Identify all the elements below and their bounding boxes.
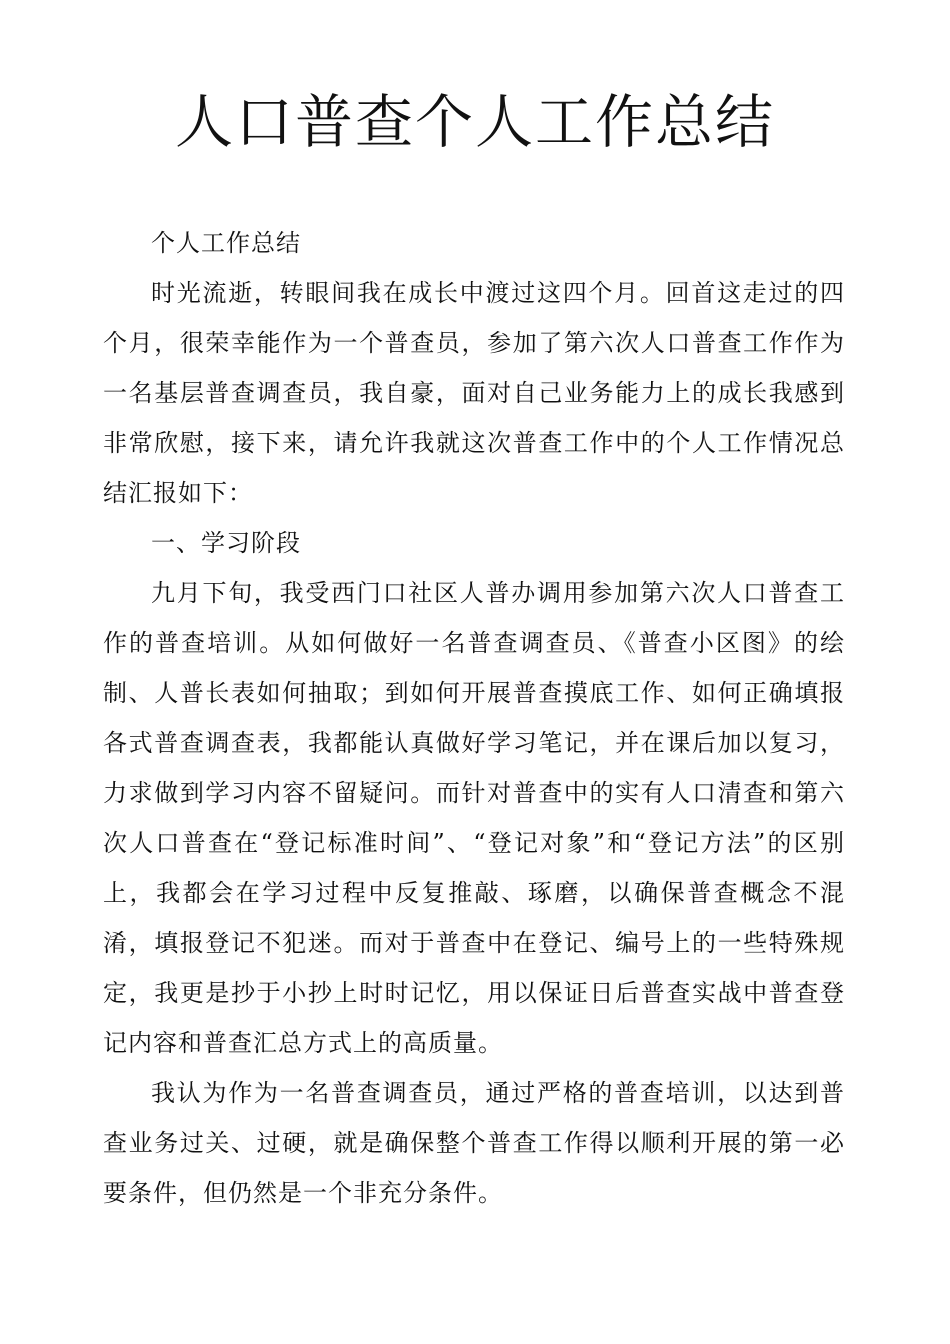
document-title: 人口普查个人工作总结 bbox=[174, 88, 775, 156]
paragraph-study-details: 九月下旬，我受西门口社区人普办调用参加第六次人口普查工作的普查培训。从如何做好一名普查调查员、《普查小区图》的绘制、人普长表如何抽取；到如何开展普查摸底工作、如何正确填报各式普查调查表，我都能认真做好学习笔记，并在课后加以复习，力求做到学习内容不留疑问。而针对普查中的实有人口清查和第六次人口普查在“登记标准时间”、“登记对象”和“登记方法”的区别上，我都会在学习过程中反复推敲、琢磨，以确保普查概念不混淆，填报登记不犯迷。而对于普查中在登记、编号上的一些特殊规定，我更是抄于小抄上时时记忆，用以保证日后普查实战中普查登记内容和普查汇总方式上的高质量。 bbox=[103, 579, 845, 1057]
paragraph-conclusion: 我认为作为一名普查调查员，通过严格的普查培训，以达到普查业务过关、过硬，就是确保整个普查工作得以顺利开展的第一必要条件，但仍然是一个非充分条件。 bbox=[103, 1079, 845, 1207]
section-heading-study: 一、学习阶段 bbox=[151, 529, 301, 557]
document-body bbox=[103, 218, 845, 1218]
paragraph-subtitle: 个人工作总结 bbox=[151, 229, 301, 257]
paragraph-intro: 时光流逝，转眼间我在成长中渡过这四个月。回首这走过的四个月，很荣幸能作为一个普查员，参加了第六次人口普查工作作为一名基层普查调查员，我自豪，面对自己业务能力上的成长我感到非常欣慰，接下来，请允许我就这次普查工作中的个人工作情况总结汇报如下： bbox=[103, 279, 845, 507]
